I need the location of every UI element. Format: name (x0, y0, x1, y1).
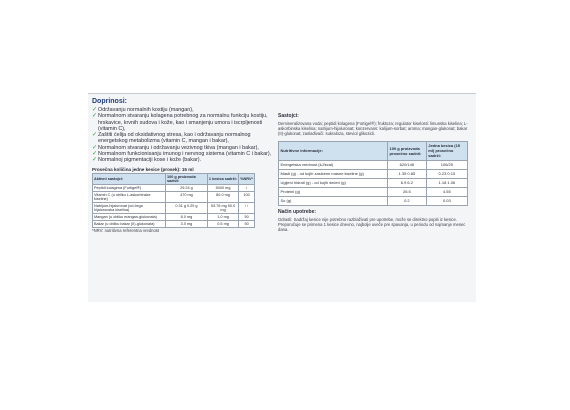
usage-line: Odrasli: Sadržaj kesice nije potrebno razblaživati pre upotrebe, može se direktno popiti iz kesice. (278, 216, 457, 222)
cell: Peptidi kolagena (Fortigel®) (93, 184, 166, 191)
cell: 26.5 (388, 187, 427, 196)
list-item: ✓ Normalnom funkcionisanju imunog i nervnog sistema (vitamin C i bakar), (92, 151, 272, 158)
table-row (279, 178, 468, 187)
col-header: 1 kesica sadrži: (207, 173, 238, 184)
cell: 6.9 6.2 (388, 178, 427, 187)
table-row (93, 213, 255, 220)
cell: 80.0 mg (207, 191, 238, 202)
cell: 1.35 0.85 (388, 169, 427, 178)
cell: 100 (239, 191, 255, 202)
cell: Masti (g) - od kojih zasićene masne kiseline (g) (279, 169, 388, 178)
table-row (93, 191, 255, 202)
left-column (92, 98, 272, 233)
table-row (279, 196, 468, 205)
list-item: ✓ Normalnom stvaranju i održavanju vezivnog tkiva (mangan i bakar), (92, 144, 259, 151)
table-row (279, 169, 468, 178)
cell: 106/25 (426, 160, 467, 169)
cell: 8.0 mg (166, 213, 208, 220)
table-row (93, 220, 255, 227)
cell: 0.31 g 0.29 g (166, 202, 208, 213)
col-header: %NRV* (239, 173, 255, 184)
cell: 50 (239, 220, 255, 227)
cell: Vitamin C (u obliku L-askorbinske kiseline) (93, 191, 166, 202)
list-item: ✓ Normalnom stvaranju kolagena potrebnog za normalnu funkciju kostiju, hrskavice, krvnih sudova i kože, kao i smanjenju umora i iscrpljenosti (vitamin C), (92, 113, 268, 132)
col-header: Aktivni sastojci: (93, 173, 166, 184)
cell: 470 mg (166, 191, 208, 202)
cell: So (g) (279, 196, 388, 205)
cell: / / (239, 202, 255, 213)
cell: 53.76 mg 50.0 mg (207, 202, 238, 213)
usage-line: Preporučuje se primena 1 kesice dnevno, najbolje uveče pre spavanja, u periodu od najmanje mesec dana. (278, 221, 466, 233)
cell: 29.24 g (166, 184, 208, 191)
cell: 0.03 (426, 196, 467, 205)
cell: 50 (239, 213, 255, 220)
cell: Natrijum-hijaluronat (od čega hijaluronska kiselina) (93, 202, 166, 213)
cell: 620/146 (388, 160, 427, 169)
cell: 0.5 mg (207, 220, 238, 227)
cell: 4.55 (426, 187, 467, 196)
usage-title: Način upotrebe: (278, 208, 317, 215)
cell: 1.0 mg (207, 213, 238, 220)
list-item: ✓ Održavanju normalnih kostiju (mangan), (92, 107, 194, 113)
table-row (279, 160, 468, 169)
check-icon: ✓ (92, 157, 98, 164)
col-header: Jedna kesica (15 ml) prosečno sadrži: (426, 141, 467, 160)
cell: Bakar (u obliku bakar (II)-glukonata) (93, 220, 166, 227)
check-icon: ✓ (92, 107, 98, 113)
ingredients-text: Demineralizovana voda; peptidi kolagena (Fortigel®); fruktoza; regulator kiselosti: limunska kiselina; L-askorbinska kiselina; natrijum-hijaluronat; konzervans: kalijum-sorbat; aroma; mangan-glukonat; bakar (II)-glukonat; zaslađivači: sukraloza, steviol glikozidi. (278, 121, 468, 137)
nutrition-table (278, 141, 468, 206)
cell: 3.0 mg (166, 220, 208, 227)
benefits-list (92, 107, 272, 164)
cell: Energetska vrednost (kJ/kcal) (279, 160, 388, 169)
average-amount-label: Prosečna količina jednе kesice (prosek): 15 ml (92, 166, 194, 172)
benefits-title: Doprinosi: (92, 98, 127, 105)
list-item: ✓ Zaštiti ćelija od oksidativnog stresa, kao i održavanju normalnog energetskog metabolizma (vitamin C, mangan i bakar), (92, 132, 251, 145)
cell: 0.23 0.15 (426, 169, 467, 178)
table-row (279, 187, 468, 196)
right-column (278, 113, 473, 232)
col-header: 100 g proizvoda sadrži: (166, 173, 208, 184)
cell: Ugljeni hidrati (g) - od kojih šećeri (g) (279, 178, 388, 187)
check-icon: ✓ (92, 113, 98, 120)
check-icon: ✓ (92, 144, 98, 151)
col-header: Nutritivne informacije: (279, 141, 388, 160)
list-item: ✓ Normalnoj pigmentaciji kose i kože (bakar). (92, 157, 202, 164)
check-icon: ✓ (92, 151, 98, 158)
active-ingredients-table (92, 173, 255, 228)
cell: 5000 mg (207, 184, 238, 191)
cell: 1.18 1.06 (426, 178, 467, 187)
table-row (93, 184, 255, 191)
col-header: 100 g proizvoda prosečno sadrži: (388, 141, 427, 160)
nrv-footnote: *NRV: nutritivna referentna vrednost (92, 227, 160, 233)
check-icon: ✓ (92, 132, 98, 139)
cell: 0.2 (388, 196, 427, 205)
usage-section (278, 209, 473, 233)
ingredients-title: Sastojci: (278, 113, 299, 119)
table-header-row (93, 173, 255, 184)
table-row (93, 202, 255, 213)
cell: Mangan (u obliku mangan-glukonata) (93, 213, 166, 220)
cell: / (239, 184, 255, 191)
table-header-row (279, 141, 468, 160)
cell: Proteini (g) (279, 187, 388, 196)
